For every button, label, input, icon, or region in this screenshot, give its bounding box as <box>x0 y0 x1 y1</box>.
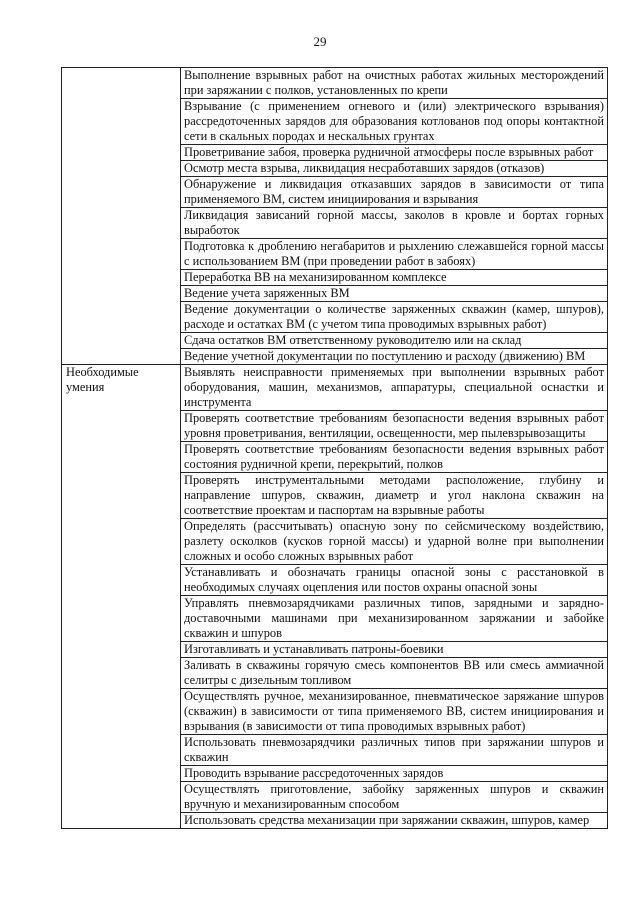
table-cell: Осмотр места взрыва, ликвидация несработавших зарядов (отказов) <box>181 161 608 177</box>
requirements-table <box>61 67 608 829</box>
table-cell: Сдача остатков ВМ ответственному руководителю или на склад <box>181 333 608 349</box>
table-cell: Заливать в скважины горячую смесь компонентов ВВ или смесь аммиачной селитры с дизельным топливом <box>181 658 608 689</box>
page-number: 29 <box>313 34 327 49</box>
table-cell: Проветривание забоя, проверка рудничной атмосферы после взрывных работ <box>181 145 608 161</box>
table-cell: Управлять пневмозарядчиками различных типов, зарядными и зарядно-доставочными машинами при механизированном заряжании и забойке скважин и шпуров <box>181 596 608 642</box>
table-cell: Выявлять неисправности применяемых при выполнении взрывных работ оборудования, машин, механизмов, аппаратуры, специальной оснастки и инструмента <box>181 365 608 411</box>
table-cell: Изготавливать и устанавливать патроны-боевики <box>181 642 608 658</box>
table-cell: Осуществлять приготовление, забойку заряженных шпуров и скважин вручную и механизированным способом <box>181 782 608 813</box>
table-cell: Обнаружение и ликвидация отказавших зарядов в зависимости от типа применяемого ВМ, систем инициирования и взрывания <box>181 177 608 208</box>
table-row <box>62 365 608 411</box>
table-cell: Ведение документации о количестве заряженных скважин (камер, шпуров), расходе и остатках ВМ (с учетом типа проводимых взрывных работ) <box>181 302 608 333</box>
table-row <box>62 68 608 99</box>
table-cell: Ведение учета заряженных ВМ <box>181 286 608 302</box>
section-label: Необходимые умения <box>62 365 181 829</box>
table-cell: Проводить взрывание рассредоточенных зарядов <box>181 766 608 782</box>
table-cell: Переработка ВВ на механизированном комплексе <box>181 270 608 286</box>
table-cell: Взрывание (с применением огневого и (или) электрического взрывания) рассредоточенных зарядов для образования котлованов под опоры контактной сети в скальных породах и нескальных грунтах <box>181 99 608 145</box>
table-cell: Выполнение взрывных работ на очистных работах жильных месторождений при заряжании с полков, установленных по крепи <box>181 68 608 99</box>
table-cell: Проверять соответствие требованиям безопасности ведения взрывных работ состояния рудничной крепи, перекрытий, полков <box>181 442 608 473</box>
section-label <box>62 68 181 365</box>
table-cell: Устанавливать и обозначать границы опасной зоны с расстановкой в необходимых случаях оцепления или постов охраны опасной зоны <box>181 565 608 596</box>
table-cell: Проверять инструментальными методами расположение, глубину и направление шпуров, скважин, диаметр и угол наклона скважин на соответствие проектам и паспортам на взрывные работы <box>181 473 608 519</box>
requirements-table-body <box>62 68 608 829</box>
table-cell: Осуществлять ручное, механизированное, пневматическое заряжание шпуров (скважин) в зависимости от типа применяемого ВВ, систем инициирования и взрывания (в зависимости от типа проводимых взрывных работ) <box>181 689 608 735</box>
table-cell: Ведение учетной документации по поступлению и расходу (движению) ВМ <box>181 349 608 365</box>
table-cell: Определять (рассчитывать) опасную зону по сейсмическому воздействию, разлету осколков (кусков горной массы) и ударной волне при выполнении сложных и особо сложных взрывных работ <box>181 519 608 565</box>
table-cell: Использовать пневмозарядчики различных типов при заряжании шпуров и скважин <box>181 735 608 766</box>
table-cell: Подготовка к дроблению негабаритов и рыхлению слежавшейся горной массы с использованием ВМ (при проведении работ в забоях) <box>181 239 608 270</box>
table-cell: Проверять соответствие требованиям безопасности ведения взрывных работ уровня проветривания, вентиляции, освещенности, мер пылевзрывозащиты <box>181 411 608 442</box>
table-cell: Ликвидация зависаний горной массы, заколов в кровле и бортах горных выработок <box>181 208 608 239</box>
table-cell: Использовать средства механизации при заряжании скважин, шпуров, камер <box>181 813 608 829</box>
